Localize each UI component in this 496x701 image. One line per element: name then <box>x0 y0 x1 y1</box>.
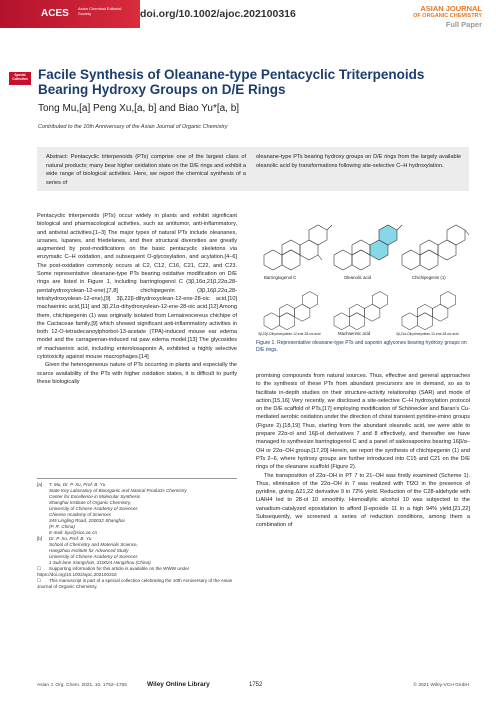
footnote-tag: ☐ <box>37 566 42 571</box>
footnote-text: Hangzhou Institute for Advanced Study <box>49 548 129 553</box>
body-paragraph: The transposition of 22α–OH in PT 7 to 21–OH was firstly examined (Scheme 1). Thus, elimination of the 22α–OH in 7 was realized with Tf2O in the presence of pyridine, giving Δ21,22 derivative 9 in 72% yield. Reduction of the C28-aldehyde with LiAlH4 led to 28-ol 10 smoothly. Homoallylic alcohol 10 was subjected to the vanadium-catalyzed epoxidation to afford β-epoxide 11 in a high 94% yield.[21,22] Subsequently, we screened a series of reduction conditions, among them a combination of <box>256 472 470 529</box>
figure-label: 3β,22β-Dihydroxyolean-12-ene-28-oic acid <box>258 332 321 336</box>
wiley-online-library-link[interactable]: Wiley Online Library <box>147 681 210 688</box>
footnote-text: Center for Excellence in Molecular Synthesis <box>49 494 141 499</box>
page-number: 1752 <box>249 682 263 688</box>
abstract-left: Abstract: Pentacyclic triterpenoids (PTs) comprise one of the largest class of natural products; many bear higher oxidation state on the D/E rings and exhibit a wide range of biological activities. Here, we report the chemical synthesis of a series of <box>46 154 246 186</box>
special-collection-badge: Special Collection <box>9 72 31 85</box>
footnote-tag: [a] <box>37 482 43 487</box>
copyright: © 2021 Wiley-VCH GmbH <box>413 683 469 688</box>
article-title: Facile Synthesis of Oleanane-type Pentacyclic Triterpenoids Bearing Hydroxy Groups on D/E Rings <box>38 67 425 97</box>
footnote-text: Chinese Academy of Sciences <box>49 512 112 517</box>
abstract-right: oleanane-type PTs bearing hydroxy groups on D/E rings from the largely available oleanolic acid by transformations following site-selective C–H hydroxylation. <box>256 154 461 169</box>
footnote-text: University of Chinese Academy of Sciences <box>49 506 138 511</box>
citation: Asian J. Org. Chem. 2021, 10, 1752–1755 <box>37 683 127 688</box>
journal-title: ASIAN JOURNAL <box>420 4 482 13</box>
figure-1-structures <box>256 207 470 337</box>
publisher-subtitle: Asian Chemical Editorial Society <box>78 6 122 16</box>
footnote-text: State Key Laboratory of Bioorganic and Natural Products Chemistry <box>49 488 187 493</box>
figure-label: Chichipegenin (1) <box>412 275 446 280</box>
footnote-text: E-mail: byu@sioc.ac.cn <box>49 530 98 535</box>
figure-label: Barringtogenol C <box>264 275 297 280</box>
footnote-divider <box>37 478 237 479</box>
footnote-line <box>37 578 237 590</box>
affiliation-footnotes <box>37 482 237 590</box>
page-footer <box>37 683 469 693</box>
footnote-text: Shanghai Institute of Organic Chemistry, <box>49 500 132 505</box>
figure-label: Oleanolic acid <box>344 275 371 280</box>
article-type: Full Paper <box>445 20 482 29</box>
doi-link[interactable]: doi.org/10.1002/ajoc.202100316 <box>140 8 296 20</box>
footnote-text: 1 Sub-lane Xiangshan, 310024 Hangzhou (China) <box>49 560 151 565</box>
author-list: Tong Mu,[a] Peng Xu,[a, b] and Biao Yu*[a, b] <box>38 103 240 114</box>
footnote-line <box>37 566 237 578</box>
body-column-right <box>256 372 470 530</box>
footnote-text: School of Chemistry and Materials Science, <box>49 542 138 547</box>
publisher-logo: ACES <box>41 8 69 19</box>
footnote-text: T. Mu, Dr. P. Xu, Prof. B. Yu <box>49 482 106 487</box>
footnote-text: This manuscript is part of a special collection celebrating the 10th Anniversary of the Asian Journal of Organic Chemistry. <box>37 578 233 589</box>
body-column-left <box>37 212 237 386</box>
contribution-note: Contributed to the 10th Anniversary of the Asian Journal of Organic Chemistry <box>38 124 228 130</box>
footnote-tag: [b] <box>37 536 43 541</box>
figure-caption: Figure 1. Representative oleanane-type PTs and saponin aglycones bearing hydroxy groups on D/E rings. <box>256 340 467 353</box>
footnote-text: Dr. P. Xu, Prof. B. Yu <box>49 536 92 541</box>
body-paragraph: Given the heterogeneous nature of PTs occurring in plants and especially the scarce availability of the PTs with higher oxidation states, it is difficult to purify these biologically <box>37 362 237 385</box>
footnote-text: (P. R. China) <box>49 524 75 529</box>
footnote-text: Supporting information for this article is available on the WWW under https://doi.org/10.1002/ajoc.202100316 <box>37 566 190 577</box>
body-paragraph: Pentacyclic triterpenoids (PTs) occur widely in plants and exhibit significant biological and pharmacological activities, such as antitumor, anti-inflammatory, and antiviral activities.[1–3] The major types of natural PTs include oleananes, ursanes, lupanes, and friedelanes, and their structural diversities are greatly augmented by post-modifications on the basic pentacyclic skeletons via enzymatic C–H oxidation, and subsequent O-glycosylation, and acylation.[4–6] The post-oxidation commonly occurs at C2, C12, C16, C21, C22, and C23. Some representative oleanane-type PTs bearing oxidative modification on D/E rings are listed in Figure 1, including barringtogenol C (3β,16α,21β,22α,28-pentahydroxyolean-12-ene),[7,8] chichipegenin (3β,16β,22α,28-tetrahydroxyolean-12-ene),[9] 3β,22β-dihydroxyolean-12-ene-28-oic acid,[10] machaerinic acid,[11] and 3β,21α-dihydroxyolean-12-ene-28-oic acid.[12] Among them, chichipegenin (1) was originally isolated from Lemaireocereus chichipe of the Cactaceae family,[9] which showed significant anti-inflammatory activities in both 12-O-tetradecanoylphorbol-13-acetate (TPA)-induced mouse ear edema model and the carrageenan-induced rat paw edema model.[13] The glycosides of machaerinic acid, including enterolosaponin A, exhibited a highly selective cytotoxicity against mouse macrophages.[14] <box>37 213 237 361</box>
footnote-text: 345 Lingling Road, 200032 Shanghai <box>49 518 125 523</box>
footnote-tag: ☐ <box>37 578 42 583</box>
body-paragraph: promising compounds from natural sources. Thus, effective and general approaches to the synthesis of these PTs from abundant precursors are in demand, so as to facilitate in-depth studies on their structure-activity relationship (SAR) and mode of action.[15,16] Very recently, we disclosed a site-selective C–H hydroxylation protocol on the D/E scaffold of PTs,[17] employing modification of Schönecker and Baran's Cu-mediated aerobic oxidation under the direction of chiral transient pyridine-imino groups (Figure 2).[18,19] Thus, starting from the abundant oleanolic acid, we were able to prepare 22α-ol and 16β-ol derivatives 7 and 8 effectively, and thereafter we have managed to synthesize barringtogenol C and a panel of saikosaponins bearing 16β/α–OH or 22α–OH group.[17,20] Herein, we report the synthesis of chichipegenin (1) and PTs 2–6, where hydroxy groups are further introduced into C15 and C21 on the D/E rings of the oleanane scaffold (Figure 2). <box>256 373 470 471</box>
footnote-text: University of Chinese Academy of Sciences <box>49 554 138 559</box>
journal-subtitle: OF ORGANIC CHEMISTRY <box>413 13 482 19</box>
figure-label: Machaerinic acid <box>338 331 371 336</box>
figure-label: 3β,21α-Dihydroxyolean-12-ene-28-oic acid <box>396 332 459 336</box>
